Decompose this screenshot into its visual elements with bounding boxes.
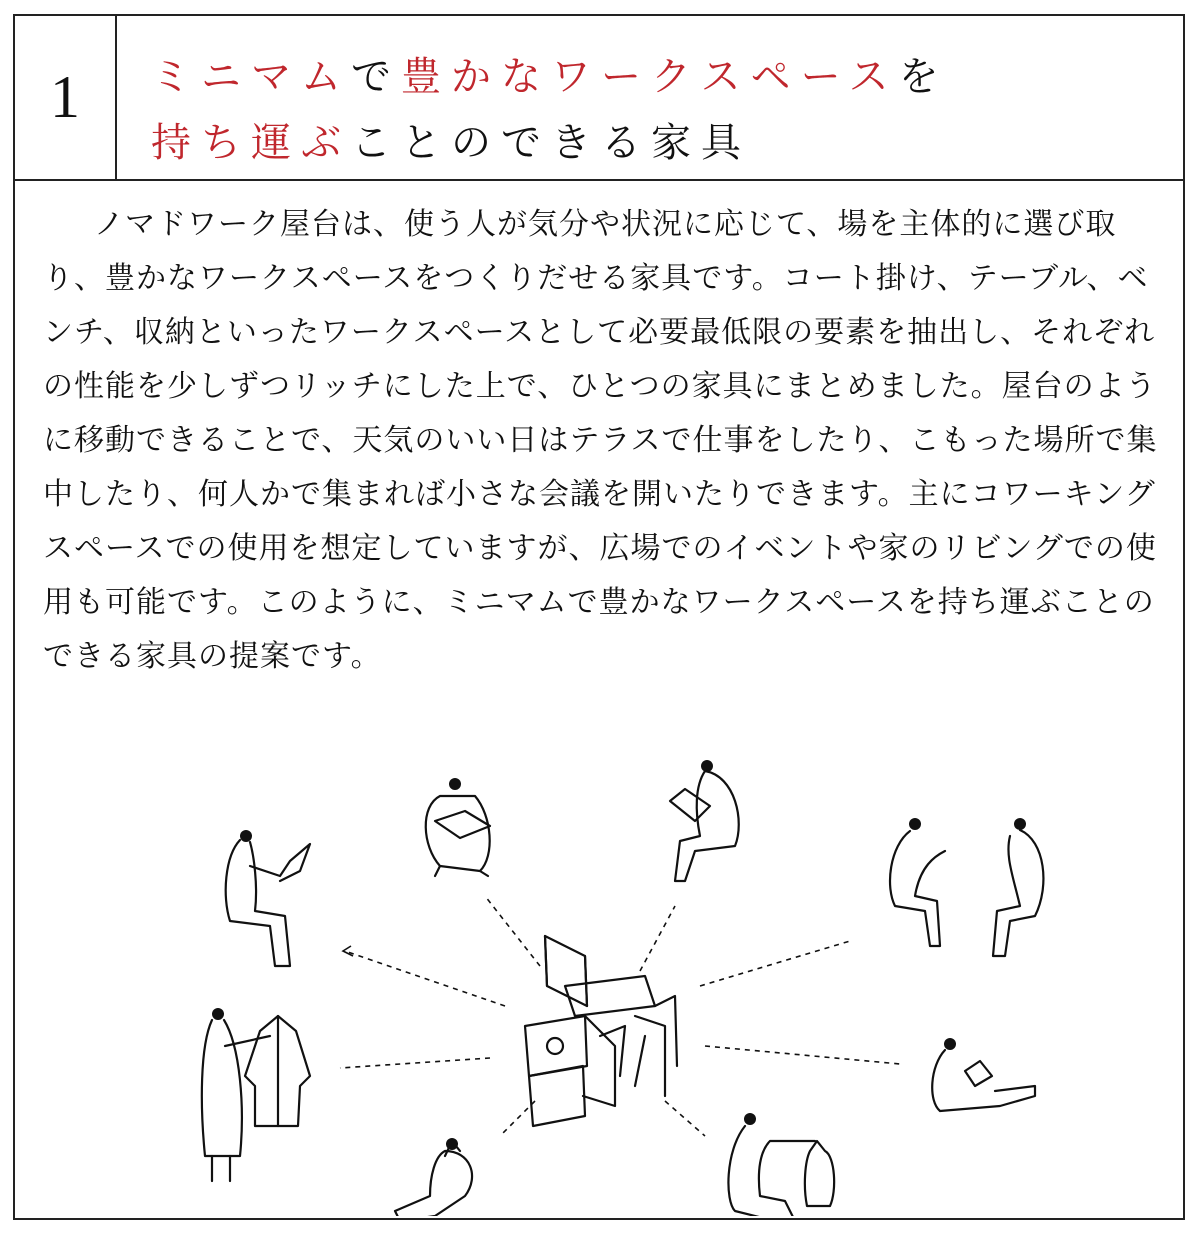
title-segment: を: [898, 54, 949, 100]
reading-on-floor-person-icon: [395, 1138, 472, 1216]
title-segment: 持ち運ぶ: [151, 120, 351, 166]
lying-with-tablet-person-icon: [932, 1038, 1035, 1111]
petting-cat-person-icon: [728, 1113, 834, 1216]
section-number: 1: [15, 16, 117, 179]
laptop-sitting-person-icon: [226, 830, 310, 966]
usage-illustration: [15, 746, 1183, 1216]
body-paragraph: [43, 198, 1163, 684]
illustration-svg: [15, 746, 1183, 1216]
title-segment: ミニマム: [151, 54, 351, 100]
writing-clipboard-person-icon: [670, 760, 739, 881]
section-header: [15, 16, 1183, 181]
title-line-1: [151, 44, 949, 110]
title-segment: 豊かなワークスペース: [401, 54, 899, 100]
conversation-pair-icon: [890, 818, 1043, 956]
coat-hanger-person-icon: [202, 1008, 310, 1181]
title-segment: ことのできる家具: [351, 120, 751, 166]
reading-hunched-person-icon: [426, 778, 490, 876]
furniture-cart-icon: [525, 936, 677, 1126]
section-frame: [13, 14, 1185, 1220]
title-segment: で: [351, 54, 401, 100]
body-text: ノマドワーク屋台は、使う人が気分や状況に応じて、場を主体的に選び取り、豊かなワークスペースをつくりだせる家具です。コート掛け、テーブル、ベンチ、収納といったワークスペースとして必要最低限の要素を抽出し、それぞれの性能を少しずつリッチにした上で、ひとつの家具にまとめました。屋台のように移動できることで、天気のいい日はテラスで仕事をしたり、こもった場所で集中したり、何人かで集まれば小さな会議を開いたりできます。主にコワーキングスペースでの使用を想定していますが、広場でのイベントや家のリビングでの使用も可能です。このように、ミニマムで豊かなワークスペースを持ち運ぶことのできる家具の提案です。: [43, 207, 1158, 674]
title-line-2: [151, 110, 949, 176]
section-title: [151, 44, 949, 176]
